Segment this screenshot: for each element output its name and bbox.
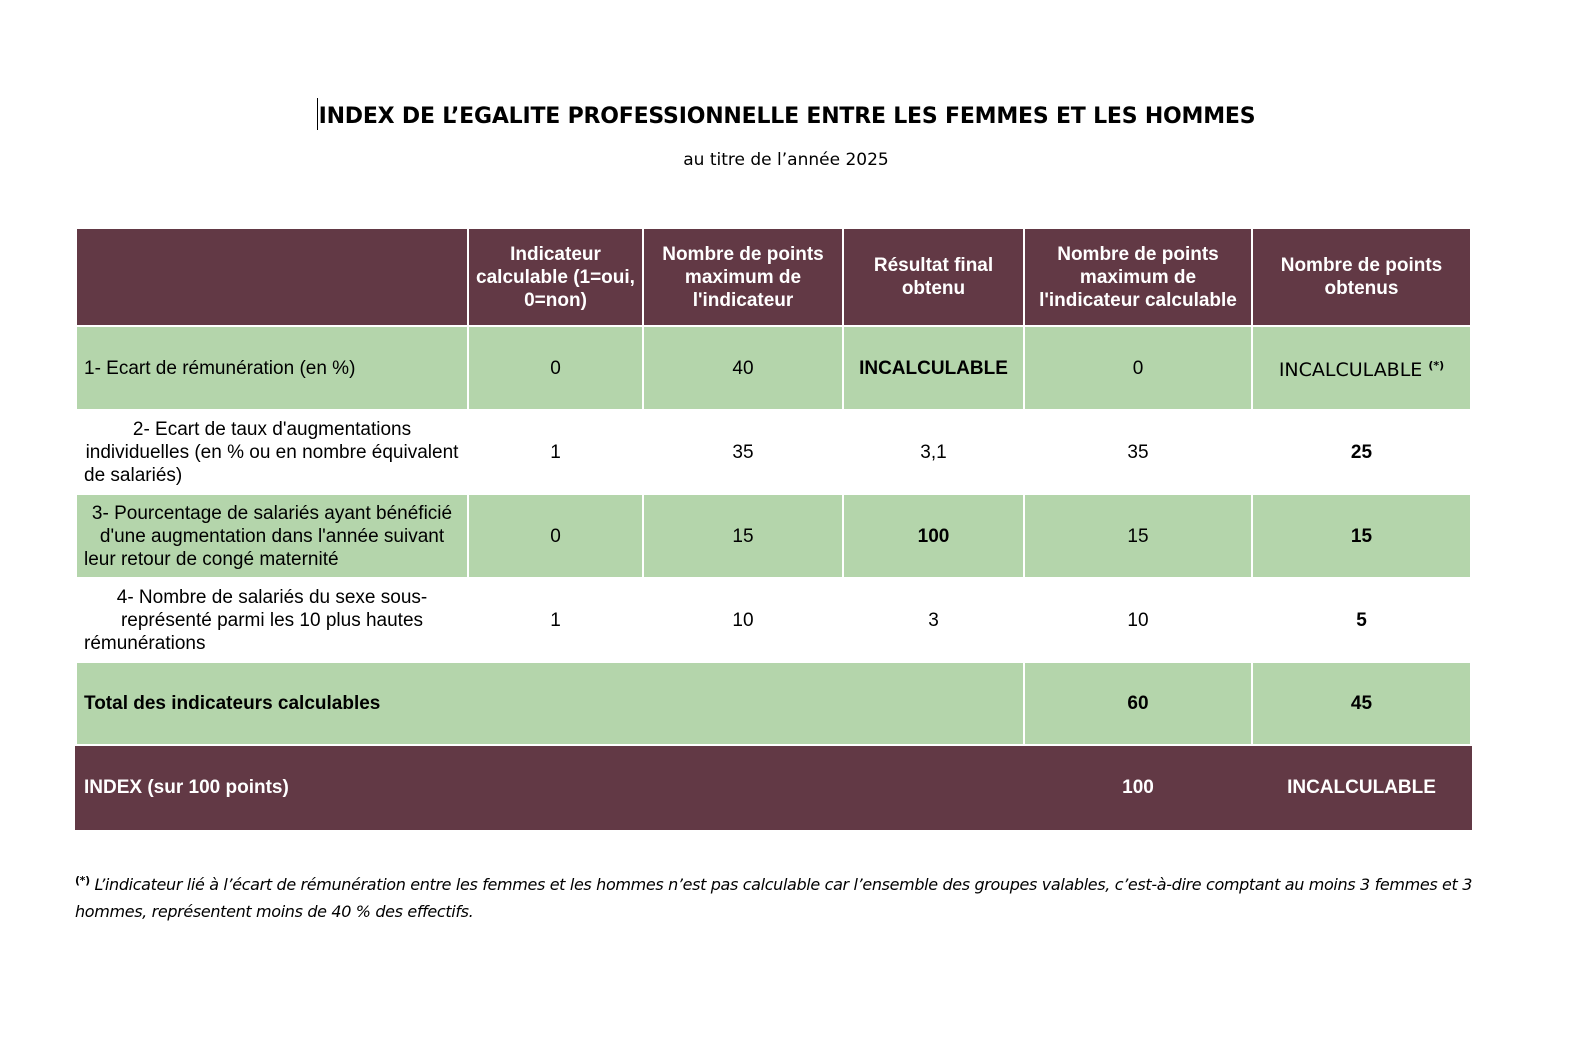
footnote-mark: (*) [75, 874, 90, 887]
page-subtitle: au titre de l’année 2025 [683, 150, 889, 170]
points-value [1252, 326, 1471, 410]
points-value: 5 [1252, 578, 1471, 662]
total-points: 45 [1252, 662, 1471, 745]
header-label-column [76, 228, 468, 326]
page-title [0, 98, 1572, 132]
header-points: Nombre de points obtenus [1252, 228, 1471, 326]
total-row [76, 662, 1471, 745]
calculable-value: 0 [468, 326, 643, 410]
index-label: INDEX (sur 100 points) [76, 745, 1024, 829]
indicator-label: 2- Ecart de taux d'augmentations individuelles (en % ou en nombre équivalent de salariés) [76, 410, 468, 494]
points-value: 15 [1252, 494, 1471, 578]
table-row [76, 410, 1471, 494]
page-title-text: INDEX DE L’EGALITE PROFESSIONNELLE ENTRE LES FEMMES ET LES HOMMES [318, 104, 1256, 129]
result-value: INCALCULABLE [843, 326, 1024, 410]
max-points-value: 15 [643, 494, 843, 578]
table-row [76, 494, 1471, 578]
header-result: Résultat final obtenu [843, 228, 1024, 326]
points-text: INCALCULABLE [1278, 359, 1423, 381]
calculable-value: 1 [468, 410, 643, 494]
indicator-label: 1- Ecart de rémunération (en %) [76, 326, 468, 410]
header-max-points-calculable: Nombre de points maximum de l'indicateur calculable [1024, 228, 1252, 326]
text-cursor [317, 98, 318, 130]
footnote-text: L’indicateur lié à l’écart de rémunération entre les femmes et les hommes n’est pas calculable car l’ensemble des groupes valables, c’est-à-dire comptant au moins 3 femmes et 3 hommes, représentent moins de 40 % des effectifs. [75, 875, 1473, 921]
index-points: INCALCULABLE [1252, 745, 1471, 829]
result-value: 3 [843, 578, 1024, 662]
total-label: Total des indicateurs calculables [76, 662, 1024, 745]
header-max-points: Nombre de points maximum de l'indicateur [643, 228, 843, 326]
table-row [76, 578, 1471, 662]
index-table [75, 227, 1472, 830]
max-points-calculable-value: 35 [1024, 410, 1252, 494]
max-points-value: 35 [643, 410, 843, 494]
result-value: 100 [843, 494, 1024, 578]
result-value: 3,1 [843, 410, 1024, 494]
header-calculable: Indicateur calculable (1=oui, 0=non) [468, 228, 643, 326]
indicator-label: 4- Nombre de salariés du sexe sous-représenté parmi les 10 plus hautes rémunérations [76, 578, 468, 662]
table-header-row [76, 228, 1471, 326]
points-value: 25 [1252, 410, 1471, 494]
footnote [75, 867, 1475, 925]
max-points-calculable-value: 10 [1024, 578, 1252, 662]
max-points-value: 40 [643, 326, 843, 410]
total-max-points: 60 [1024, 662, 1252, 745]
table-row [76, 326, 1471, 410]
max-points-value: 10 [643, 578, 843, 662]
footnote-reference: (*) [1428, 359, 1445, 372]
indicator-label: 3- Pourcentage de salariés ayant bénéficié d'une augmentation dans l'année suivant leur retour de congé maternité [76, 494, 468, 578]
max-points-calculable-value: 0 [1024, 326, 1252, 410]
max-points-calculable-value: 15 [1024, 494, 1252, 578]
calculable-value: 0 [468, 494, 643, 578]
calculable-value: 1 [468, 578, 643, 662]
index-row [76, 745, 1471, 829]
index-max-points: 100 [1024, 745, 1252, 829]
